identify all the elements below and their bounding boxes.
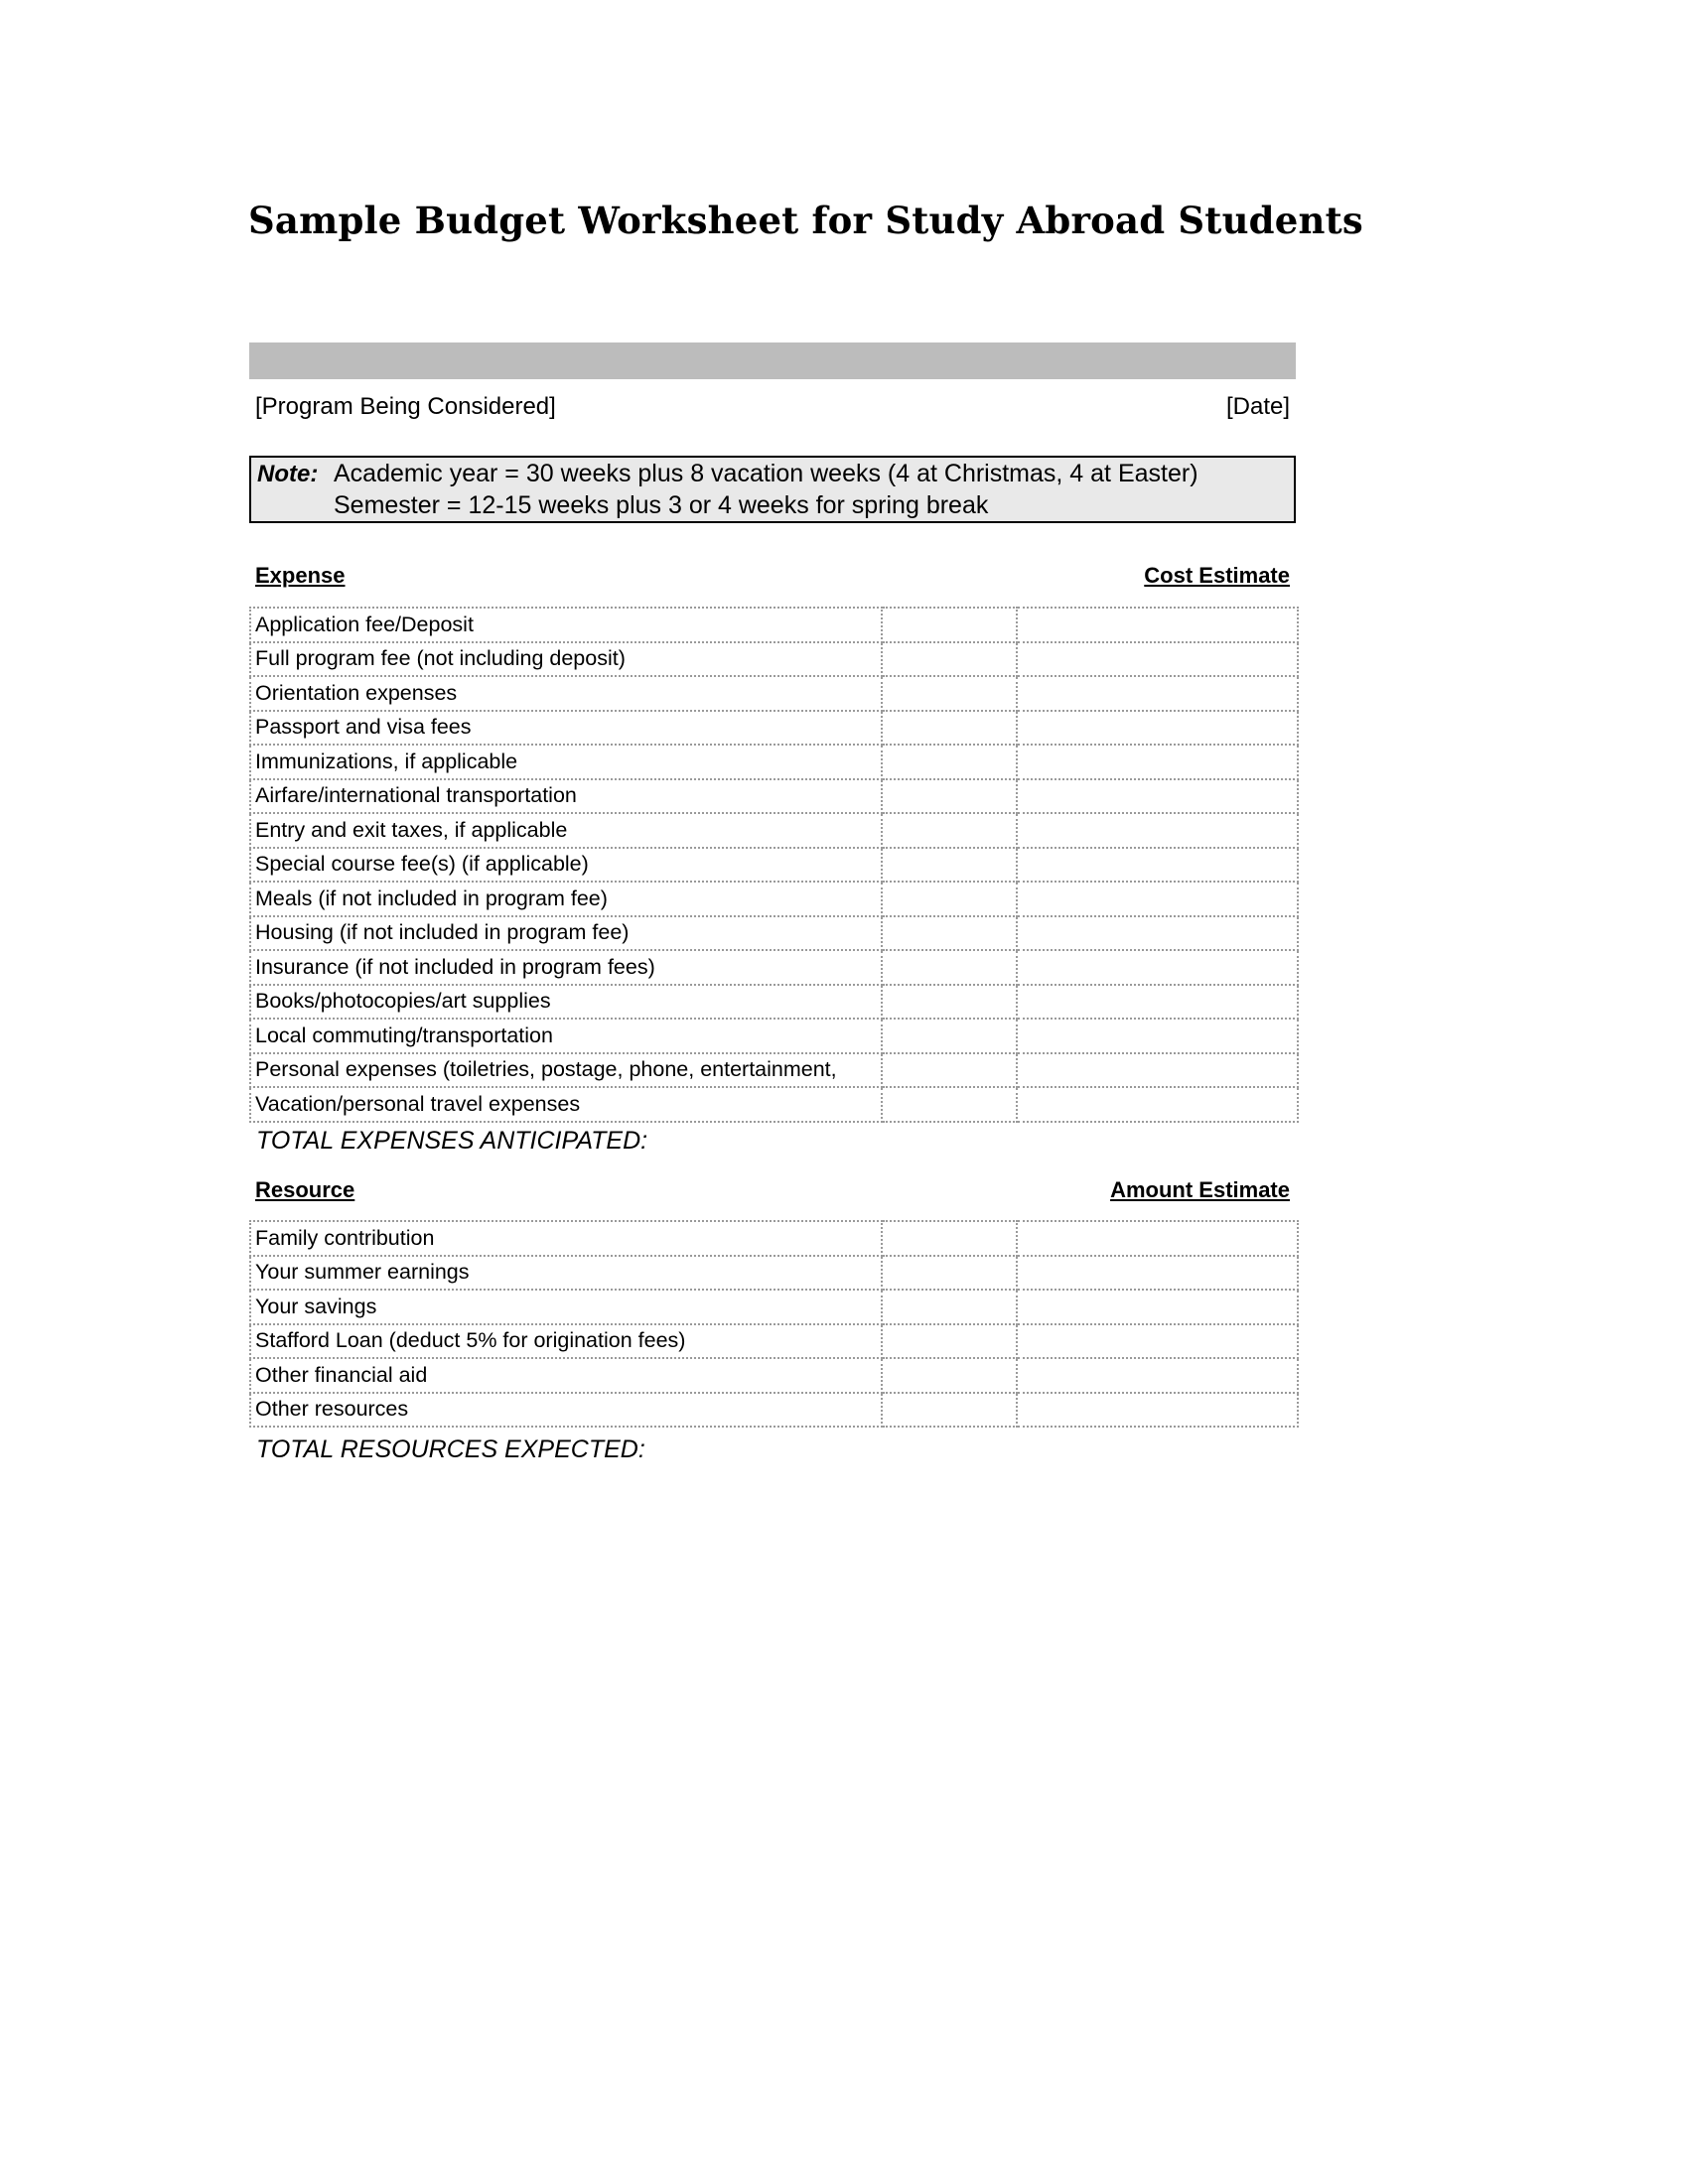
cost-estimate-cell[interactable] bbox=[1017, 745, 1298, 779]
resource-cell[interactable] bbox=[882, 1393, 1017, 1428]
expense-cell[interactable] bbox=[882, 608, 1017, 642]
program-placeholder: [Program Being Considered] bbox=[255, 393, 556, 420]
note-semester: Semester = 12-15 weeks plus 3 or 4 weeks for spring break bbox=[334, 491, 989, 519]
expense-cell[interactable] bbox=[882, 779, 1017, 814]
expense-label: Application fee/Deposit bbox=[250, 608, 882, 642]
cost-estimate-cell[interactable] bbox=[1017, 1087, 1298, 1122]
expense-label: Airfare/international transportation bbox=[250, 779, 882, 814]
resource-section-heading bbox=[249, 1177, 1296, 1207]
table-row bbox=[250, 1221, 1298, 1256]
note-box bbox=[249, 456, 1296, 523]
expense-label: Local commuting/transportation bbox=[250, 1019, 882, 1053]
expense-section-heading bbox=[249, 563, 1296, 593]
expense-cell[interactable] bbox=[882, 813, 1017, 848]
expense-cell[interactable] bbox=[882, 950, 1017, 985]
expense-label: Meals (if not included in program fee) bbox=[250, 882, 882, 916]
table-row bbox=[250, 1019, 1298, 1053]
expense-cell[interactable] bbox=[882, 676, 1017, 711]
expense-label: Housing (if not included in program fee) bbox=[250, 916, 882, 951]
table-row bbox=[250, 1087, 1298, 1122]
table-row bbox=[250, 985, 1298, 1020]
cost-estimate-cell[interactable] bbox=[1017, 608, 1298, 642]
table-row bbox=[250, 813, 1298, 848]
table-row bbox=[250, 882, 1298, 916]
resource-label: Stafford Loan (deduct 5% for origination fees) bbox=[250, 1324, 882, 1359]
table-row bbox=[250, 608, 1298, 642]
resource-cell[interactable] bbox=[882, 1256, 1017, 1291]
note-academic-year: Academic year = 30 weeks plus 8 vacation weeks (4 at Christmas, 4 at Easter) bbox=[334, 460, 1198, 487]
cost-estimate-cell[interactable] bbox=[1017, 1053, 1298, 1088]
table-row bbox=[250, 676, 1298, 711]
table-row bbox=[250, 711, 1298, 746]
date-placeholder: [Date] bbox=[1225, 393, 1290, 420]
expense-cell[interactable] bbox=[882, 916, 1017, 951]
page-title: Sample Budget Worksheet for Study Abroad Students bbox=[248, 199, 1363, 242]
amount-estimate-cell[interactable] bbox=[1017, 1221, 1298, 1256]
expense-label: Passport and visa fees bbox=[250, 711, 882, 746]
expense-label: Personal expenses (toiletries, postage, phone, entertainment, bbox=[250, 1053, 882, 1088]
table-row bbox=[250, 1324, 1298, 1359]
amount-estimate-cell[interactable] bbox=[1017, 1324, 1298, 1359]
expense-cell[interactable] bbox=[882, 1053, 1017, 1088]
resource-label: Other financial aid bbox=[250, 1358, 882, 1393]
resource-heading: Resource bbox=[255, 1177, 355, 1202]
cost-estimate-cell[interactable] bbox=[1017, 950, 1298, 985]
expense-heading: Expense bbox=[255, 563, 346, 588]
expense-cell[interactable] bbox=[882, 745, 1017, 779]
table-row bbox=[250, 916, 1298, 951]
expense-cell[interactable] bbox=[882, 985, 1017, 1020]
resource-cell[interactable] bbox=[882, 1324, 1017, 1359]
resource-cell[interactable] bbox=[882, 1221, 1017, 1256]
table-row bbox=[250, 950, 1298, 985]
expense-label: Immunizations, if applicable bbox=[250, 745, 882, 779]
expense-label: Insurance (if not included in program fees) bbox=[250, 950, 882, 985]
expense-cell[interactable] bbox=[882, 848, 1017, 883]
resource-label: Your summer earnings bbox=[250, 1256, 882, 1291]
expense-label: Vacation/personal travel expenses bbox=[250, 1087, 882, 1122]
table-row bbox=[250, 642, 1298, 677]
note-label: Note: bbox=[257, 461, 319, 487]
total-expenses-label: TOTAL EXPENSES ANTICIPATED: bbox=[256, 1127, 648, 1155]
cost-estimate-cell[interactable] bbox=[1017, 848, 1298, 883]
cost-estimate-cell[interactable] bbox=[1017, 711, 1298, 746]
cost-estimate-cell[interactable] bbox=[1017, 779, 1298, 814]
table-row bbox=[250, 848, 1298, 883]
resource-label: Your savings bbox=[250, 1290, 882, 1324]
resource-table bbox=[249, 1220, 1299, 1428]
table-row bbox=[250, 745, 1298, 779]
expense-cell[interactable] bbox=[882, 1019, 1017, 1053]
total-resources-label: TOTAL RESOURCES EXPECTED: bbox=[256, 1435, 645, 1463]
header-band bbox=[249, 342, 1296, 379]
resource-cell[interactable] bbox=[882, 1358, 1017, 1393]
amount-estimate-cell[interactable] bbox=[1017, 1290, 1298, 1324]
resource-cell[interactable] bbox=[882, 1290, 1017, 1324]
expense-label: Orientation expenses bbox=[250, 676, 882, 711]
table-row bbox=[250, 1290, 1298, 1324]
table-row bbox=[250, 779, 1298, 814]
cost-estimate-cell[interactable] bbox=[1017, 813, 1298, 848]
table-row bbox=[250, 1256, 1298, 1291]
table-row bbox=[250, 1358, 1298, 1393]
program-date-row bbox=[249, 393, 1296, 429]
expense-table bbox=[249, 607, 1299, 1123]
resource-label: Other resources bbox=[250, 1393, 882, 1428]
expense-label: Special course fee(s) (if applicable) bbox=[250, 848, 882, 883]
expense-cell[interactable] bbox=[882, 642, 1017, 677]
resource-label: Family contribution bbox=[250, 1221, 882, 1256]
amount-estimate-cell[interactable] bbox=[1017, 1358, 1298, 1393]
cost-estimate-cell[interactable] bbox=[1017, 916, 1298, 951]
amount-estimate-cell[interactable] bbox=[1017, 1256, 1298, 1291]
cost-estimate-cell[interactable] bbox=[1017, 676, 1298, 711]
expense-cell[interactable] bbox=[882, 711, 1017, 746]
expense-label: Entry and exit taxes, if applicable bbox=[250, 813, 882, 848]
table-row bbox=[250, 1393, 1298, 1428]
amount-estimate-heading: Amount Estimate bbox=[1110, 1177, 1290, 1202]
amount-estimate-cell[interactable] bbox=[1017, 1393, 1298, 1428]
cost-estimate-cell[interactable] bbox=[1017, 642, 1298, 677]
expense-cell[interactable] bbox=[882, 1087, 1017, 1122]
expense-label: Books/photocopies/art supplies bbox=[250, 985, 882, 1020]
cost-estimate-cell[interactable] bbox=[1017, 1019, 1298, 1053]
cost-estimate-cell[interactable] bbox=[1017, 882, 1298, 916]
table-row bbox=[250, 1053, 1298, 1088]
expense-label: Full program fee (not including deposit) bbox=[250, 642, 882, 677]
cost-estimate-cell[interactable] bbox=[1017, 985, 1298, 1020]
expense-cell[interactable] bbox=[882, 882, 1017, 916]
cost-estimate-heading: Cost Estimate bbox=[1144, 563, 1290, 588]
